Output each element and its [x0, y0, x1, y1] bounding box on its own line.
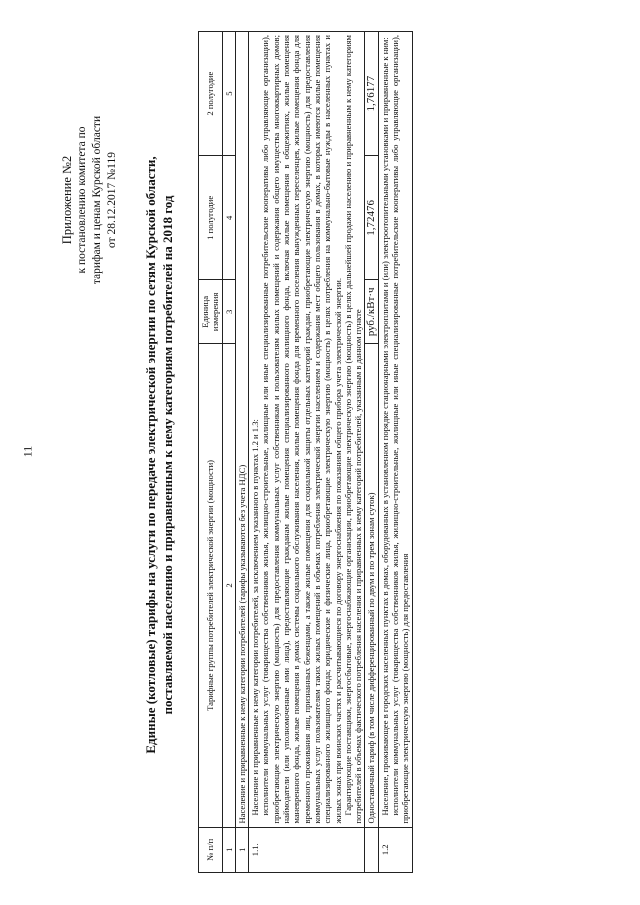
col-number: 1 — [222, 827, 235, 872]
row-paragraph: Население и приравненные к нему категории потребителей, за исключением указанного в пунктах 1.2 и 1.3: — [250, 419, 261, 816]
column-number-row — [222, 32, 235, 873]
tariff-unit: руб./кВт·ч — [365, 280, 378, 344]
document-title — [142, 65, 176, 845]
header-h1: 1 полугодие — [199, 156, 223, 280]
row-paragraph: исполнители коммунальных услуг (товарищества собственников жилья, жилищно-строительные, жилищные или иные специализированные потребительские кооперативы либо управляющие организации), приобретающие электрическую энергию (мощность) для предоставления коммунальных услуг собственникам и пользователям жилых помещений и содержания общего имущества многоквартирных домов; наймодатели (или уполномоченные ими лица), предоставляющие гражданам жилые помещения специализированного жилищного фонда, включая жилые помещения в общежитиях, жилые помещения маневренного фонда, жилые помещения в домах системы социального обслуживания населения, жилые помещения фонда для временного поселения вынужденных переселенцев, жилые помещения фонда для временного проживания лиц, признанных беженцами, а также жилые помещения для социальной защиты отдельных категорий граждан, приобретающие электрическую энергию (мощность) для предоставления коммунальных услуг пользователям таких жилых помещений в объемах потребления электрической энергии населением и содержания мест общего пользования в домах, в которых имеются жилые помещения специализированного жилищного фонда; юридические и физические лица, приобретающие электрическую энергию (мощность) в целях потребления на коммунально-бытовые нужды в населенных пунктах и жилых зонах при воинских частях и рассчитывающиеся по договору энергоснабжения по показаниям общего прибора учета электрической энергии. — [260, 35, 343, 824]
header-num: № п/п — [199, 827, 223, 872]
row-text: Население и приравненные к нему категории потребителей (тарифы указываются без учета НДС) — [235, 32, 248, 828]
row-num: 1.2 — [378, 827, 412, 872]
row-text — [249, 32, 365, 828]
header-name: Тарифные группы потребителей электрической энергии (мощности) — [199, 344, 223, 827]
table-row — [235, 32, 248, 873]
tariff-table — [198, 31, 413, 873]
table-row — [249, 32, 365, 873]
tariff-value-h1: 1,72476 — [365, 156, 378, 280]
annex-line-3: от 28.12.2017 №119 — [106, 152, 118, 248]
row-num — [365, 827, 378, 872]
header-h2: 2 полугодие — [199, 32, 223, 156]
row-num: 1 — [235, 827, 248, 872]
table-row — [378, 32, 412, 873]
page-number: 11 — [20, 445, 35, 458]
annex-header — [60, 70, 120, 330]
header-unit: Единица измерения — [199, 280, 223, 344]
row-text — [378, 32, 412, 828]
annex-line-1: к постановлению комитета по — [76, 126, 88, 274]
col-number: 4 — [222, 156, 235, 280]
tariff-name: Одноставочный тариф (в том числе дифференцированный по двум и по трем зонам суток) — [365, 344, 378, 827]
row-num: 1.1. — [249, 827, 365, 872]
annex-title: Приложение №2 — [60, 155, 74, 245]
tariff-value-h2: 1,76177 — [365, 32, 378, 156]
col-number: 5 — [222, 32, 235, 156]
col-number: 3 — [222, 280, 235, 344]
row-paragraph: Гарантирующие поставщики, энергосбытовые, энергоснабжающие организации, приобретающие электрическую энергию (мощность) в целях дальнейшей продажи населению и приравненным к нему категориям потребителей в объемах фактического потребления населения и приравненных к нему категорий потребителей, указанным в данном пункте — [342, 35, 364, 824]
title-line-1: Единые (котловые) тарифы на услуги по передаче электрической энергии по сетям Курской области, — [143, 156, 158, 754]
table-row — [365, 32, 378, 873]
row-paragraph: Население, проживающее в городских населенных пунктах в домах, оборудованных в установленном порядке стационарными электроплитами и (или) электроотопительными установками и приравненные к ним: — [379, 37, 390, 816]
row-paragraph: исполнители коммунальных услуг (товарищества собственников жилья, жилищно-строительные, жилищные или иные специализированные потребительские кооперативы либо управляющие организации), приобретающие электрическую энергию (мощность) для предоставления — [390, 35, 411, 824]
table-header-row — [199, 32, 223, 873]
col-number: 2 — [222, 344, 235, 827]
title-line-2: поставляемой населению и приравненным к нему категориям потребителей на 2018 год — [160, 195, 175, 715]
annex-line-2: тарифам и ценам Курской области — [91, 115, 103, 285]
